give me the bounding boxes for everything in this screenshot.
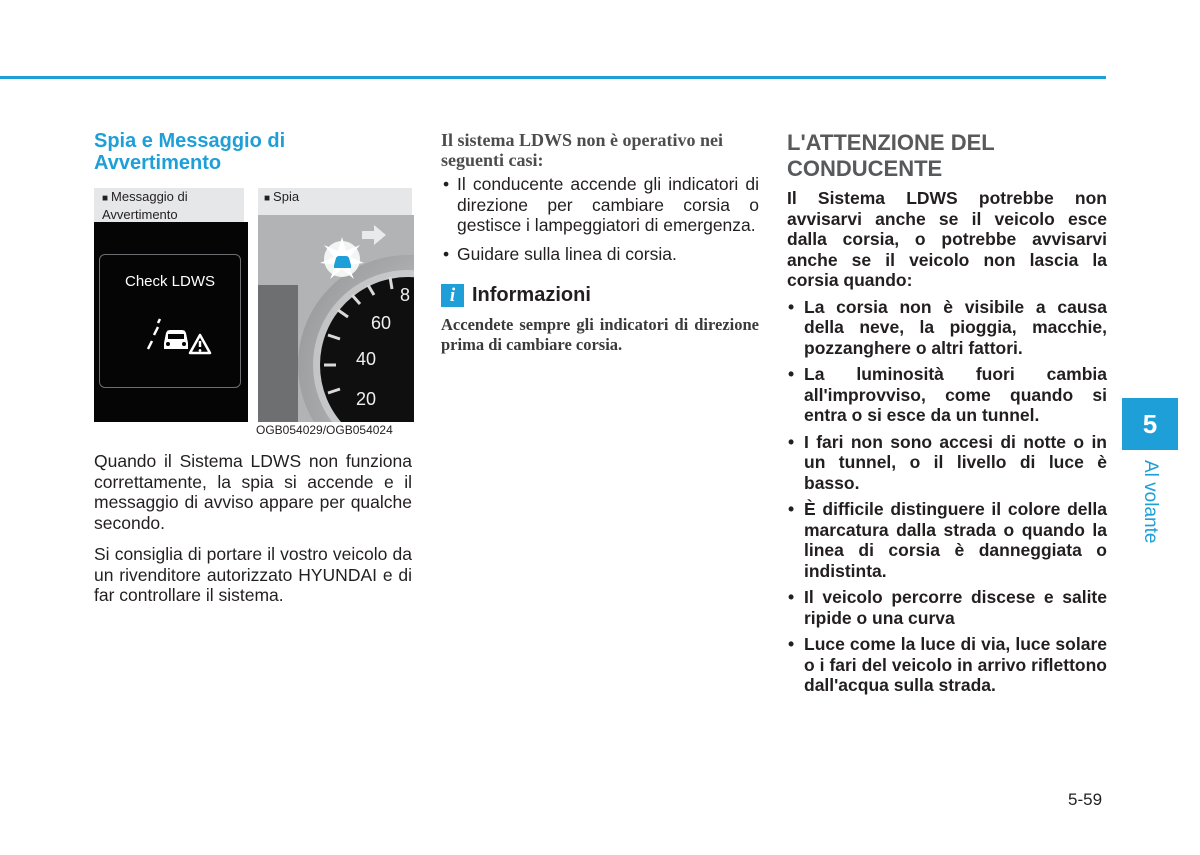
warning-message-image <box>94 222 248 422</box>
list-item-text: Il conducente accende gli indicatori di direzione per cambiare corsia o gestisce i lampeggiatori di emergenza. <box>457 174 759 235</box>
caution-title: L'ATTENZIONE DEL CONDUCENTE <box>787 130 995 181</box>
conditions-section <box>441 130 759 355</box>
list-item <box>441 244 759 265</box>
paragraph: Quando il Sistema LDWS non funziona correttamente, la spia si accende e il messaggio di avviso appare per qualche secondo. <box>94 451 412 533</box>
caution-intro: Il Sistema LDWS potrebbe non avvisarvi anche se il veicolo esce dalla corsia, o potrebbe avvisarvi anche se il veicolo non lascia la corsia quando: <box>787 188 1107 290</box>
bullet-icon: • <box>443 243 450 264</box>
cluster-display <box>99 254 241 388</box>
list-item-text: È difficile distinguere il colore della marcatura dalla strada o quando la linea di corsia è danneggiata o indistinta. <box>804 499 1107 581</box>
image-code: OGB054029/OGB054024 <box>256 423 393 437</box>
bullet-icon: • <box>788 634 795 654</box>
caution-list <box>787 297 1107 696</box>
instrument-cluster-illustration <box>258 215 414 422</box>
list-item <box>787 499 1107 581</box>
gauge-label: 40 <box>356 349 377 369</box>
bullet-icon: • <box>788 587 795 607</box>
caution-section <box>787 130 1107 702</box>
chapter-name <box>1133 458 1167 558</box>
bullet-icon: • <box>788 431 795 452</box>
page-number: 5-59 <box>1068 790 1103 809</box>
indicator-image <box>258 215 414 422</box>
square-bullet-icon: ■ <box>102 193 109 204</box>
section-title: Spia e Messaggio di Avvertimento <box>94 130 286 174</box>
chapter-name-text: Al volante <box>1140 460 1161 544</box>
list-item-text: Luce come la luce di via, luce solare o i fari del veicolo in arrivo riflettono dall'acqua sulla strada. <box>804 634 1107 695</box>
header-rule <box>0 76 1106 79</box>
list-item-text: Il veicolo percorre discese e salite ripide o una curva <box>804 587 1107 628</box>
caption-warning-message-text: Messaggio di Avvertimento <box>102 189 188 222</box>
list-item-text: La luminosità fuori cambia all'improvviso, come quando si entra o si esce da un tunnel. <box>804 364 1107 425</box>
info-text: Accendete sempre gli indicatori di direzione prima di cambiare corsia. <box>441 315 759 354</box>
list-item <box>441 174 759 236</box>
list-item <box>787 364 1107 426</box>
left-body-text <box>94 451 412 617</box>
lane-departure-warning-icon <box>138 313 218 357</box>
list-item-text: La corsia non è visibile a causa della neve, la pioggia, macchie, pozzanghere o altri fattori. <box>804 296 1107 358</box>
bullet-icon: • <box>788 364 795 384</box>
chapter-tab: 5 <box>1122 398 1178 450</box>
caption-warning-message <box>94 188 244 223</box>
warning-section <box>94 130 414 174</box>
info-header <box>441 284 759 307</box>
list-item <box>787 634 1107 696</box>
list-item-text: I fari non sono accesi di notte o in un tunnel, o il livello di luce è basso. <box>804 431 1107 493</box>
caption-indicator-text: Spia <box>273 189 300 204</box>
list-item <box>787 432 1107 494</box>
gauge-label: 20 <box>356 389 377 409</box>
list-item-text: Guidare sulla linea di corsia. <box>457 243 677 264</box>
bullet-icon: • <box>788 499 795 519</box>
bullet-icon: • <box>788 296 795 317</box>
conditions-list <box>441 174 759 264</box>
info-icon: i <box>441 284 464 307</box>
info-title: Informazioni <box>472 284 591 306</box>
paragraph: Si consiglia di portare il vostro veicolo da un rivenditore autorizzato HYUNDAI e di far controllare il sistema. <box>94 544 412 605</box>
list-item <box>787 587 1107 628</box>
list-item <box>787 297 1107 359</box>
gauge-label: 60 <box>371 313 392 333</box>
square-bullet-icon: ■ <box>264 193 271 204</box>
bullet-icon: • <box>443 174 450 194</box>
conditions-heading: Il sistema LDWS non è operativo nei seguenti casi: <box>441 130 724 170</box>
gauge-label: 8 <box>400 285 411 305</box>
display-message: Check LDWS <box>124 273 216 290</box>
